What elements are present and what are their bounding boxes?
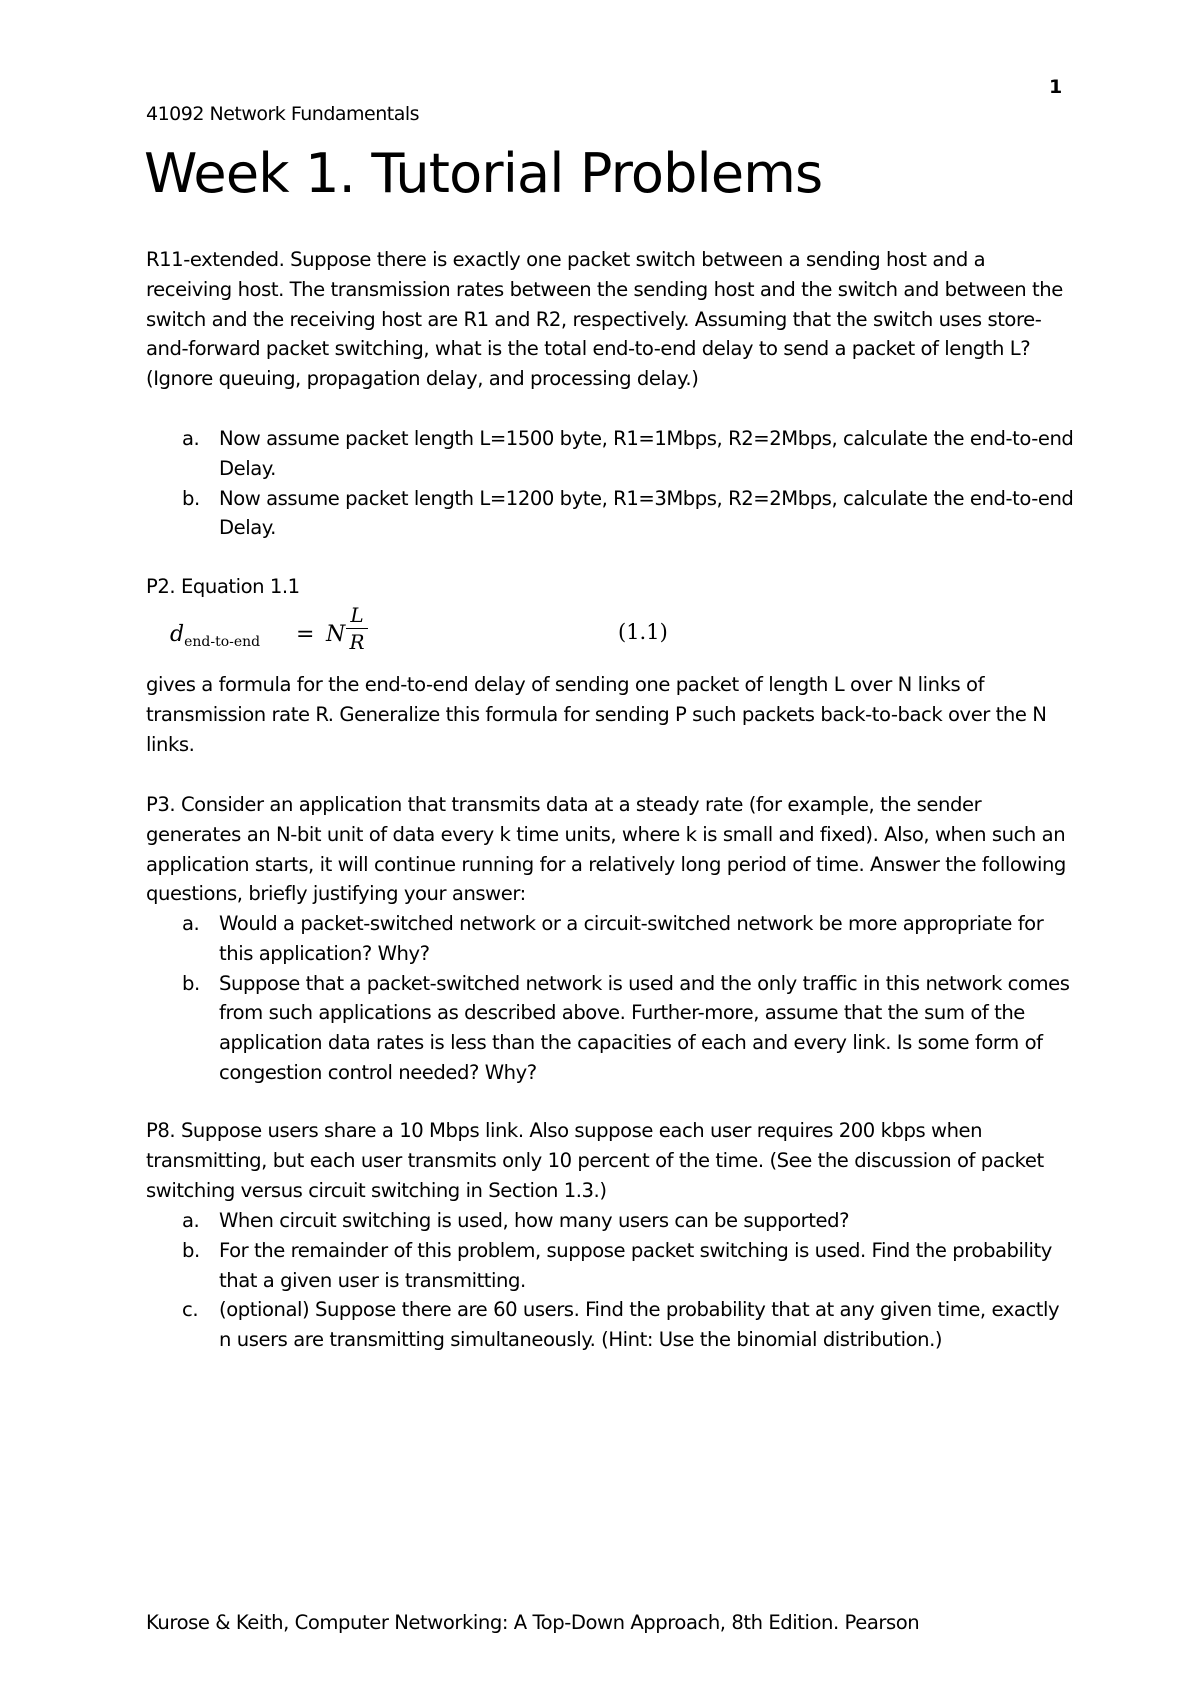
- equation-denominator: R: [349, 630, 365, 654]
- list-item-text: Would a packet-switched network or a circuit-switched network be more appropriate for this application? Why?: [219, 912, 1044, 965]
- problem-p2-text: gives a formula for the end-to-end delay of sending one packet of length L over N links of transmission rate R. Generalize this formula for sending P such packets back-to-back over the N links.: [146, 673, 1047, 756]
- list-item: [146, 1295, 1076, 1355]
- problem-r11-subitems: [146, 424, 1076, 543]
- list-marker: a.: [182, 912, 200, 935]
- list-marker: a.: [182, 1209, 200, 1232]
- list-item-text: (optional) Suppose there are 60 users. Find the probability that at any given time, exactly n users are transmitting simultaneously. (Hint: Use the binomial distribution.): [219, 1298, 1060, 1352]
- list-marker: b.: [182, 971, 200, 995]
- equation-numerator: L: [350, 603, 364, 627]
- equation-fraction: [346, 602, 368, 655]
- list-item-text: Now assume packet length L=1500 byte, R1=1Mbps, R2=2Mbps, calculate the end-to-end Delay.: [219, 427, 1074, 480]
- list-item: [146, 1206, 1076, 1236]
- equation-lhs: $d_{end-to-end}$: [170, 622, 261, 650]
- list-item: [146, 969, 1076, 1088]
- list-item: [146, 424, 1076, 484]
- equation-number: (1.1): [618, 620, 668, 644]
- list-item-text: Now assume packet length L=1200 byte, R1=3Mbps, R2=2Mbps, calculate the end-to-end Delay.: [219, 486, 1074, 540]
- list-item: [146, 484, 1076, 544]
- problem-p2-heading: P2. Equation 1.1: [146, 575, 300, 598]
- problem-p3-text: P3. Consider an application that transmits data at a steady rate (for example, the sender generates an N-bit unit of data every k time units, where k is small and fixed). Also, when such an application starts, it will continue running for a relatively long period of time. Answer the following questions, briefly justifying your answer:: [146, 793, 1066, 906]
- page-number: 1: [1049, 76, 1063, 98]
- list-marker: c.: [182, 1298, 199, 1322]
- footer-reference: Kurose & Keith, Computer Networking: A Top-Down Approach, 8th Edition. Pearson: [146, 1611, 920, 1634]
- list-marker: b.: [182, 1238, 200, 1262]
- equation-equals: =: [296, 622, 315, 647]
- problem-p3-subitems: [146, 909, 1076, 1088]
- list-item-text: Suppose that a packet-switched network is used and the only traffic in this network comes from such applications as described above. Further-more, assume that the sum of the application data rates is less than the capacities of each and every link. Is some form of congestion control needed? Why?: [219, 971, 1070, 1084]
- problem-p8-text: P8. Suppose users share a 10 Mbps link. Also suppose each user requires 200 kbps when transmitting, but each user transmits only 10 percent of the time. (See the discussion of packet switching versus circuit switching in Section 1.3.): [146, 1119, 1044, 1202]
- course-name: 41092 Network Fundamentals: [146, 103, 420, 125]
- equation-subscript: end-to-end: [184, 634, 261, 650]
- list-item: [146, 1236, 1076, 1296]
- equation-factor: N: [326, 622, 346, 647]
- page-title: Week 1. Tutorial Problems: [144, 142, 823, 205]
- list-marker: b.: [182, 486, 200, 510]
- problem-p8-subitems: [146, 1206, 1076, 1355]
- problem-r11-text: R11-extended. Suppose there is exactly one packet switch between a sending host and a receiving host. The transmission rates between the sending host and the switch and between the switch and the receiving host are R1 and R2, respectively. Assuming that the switch uses store-and-forward packet switching, what is the total end-to-end delay to send a packet of length L? (Ignore queuing, propagation delay, and processing delay.): [146, 248, 1063, 391]
- list-item-text: When circuit switching is used, how many users can be supported?: [219, 1209, 850, 1232]
- list-marker: a.: [182, 427, 200, 450]
- list-item-text: For the remainder of this problem, suppose packet switching is used. Find the probability that a given user is transmitting.: [219, 1238, 1052, 1292]
- list-item: [146, 909, 1076, 969]
- equation-1-1: [146, 603, 686, 662]
